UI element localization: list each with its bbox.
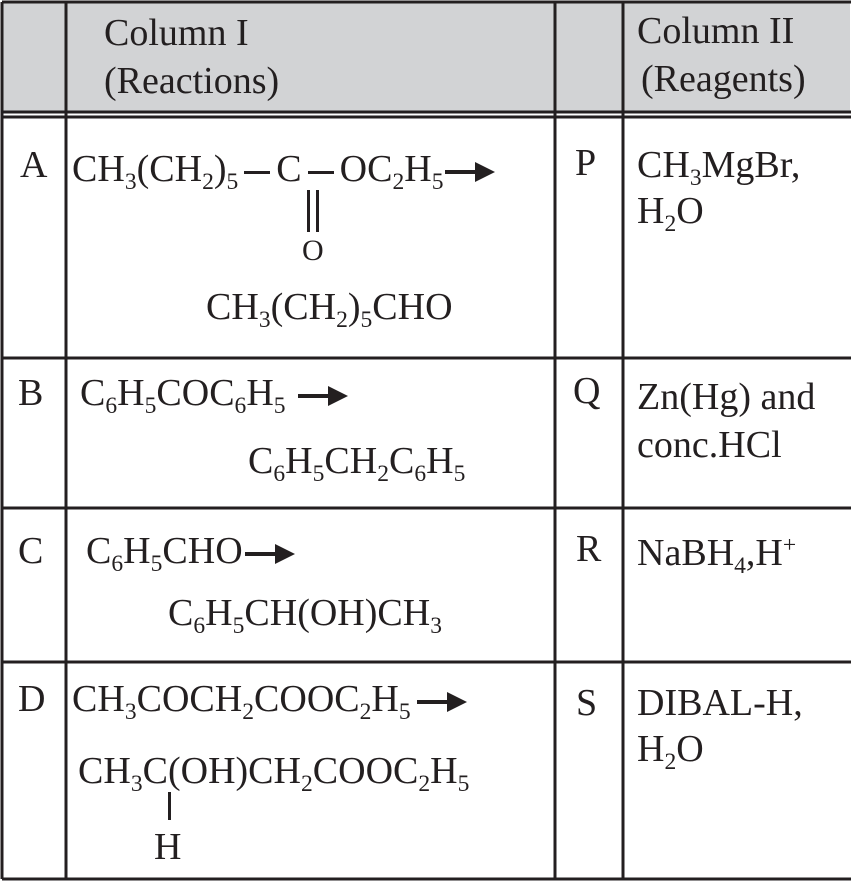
reaction-d-product: $CH_3C(OH)CH_2COOC_2H_5$ (78, 750, 470, 798)
reaction-c-reactant-formula: $C_6H_5CHO$ (86, 530, 243, 578)
reaction-a-reactant (72, 148, 495, 196)
column2-header-subtitle: (Reagents) (641, 58, 806, 100)
row-label-c: C (18, 530, 44, 572)
reagent-label-q: Q (573, 370, 601, 412)
column1-header-subtitle: (Reactions) (104, 60, 280, 102)
reagent-q-line1: Zn(Hg) and (637, 376, 816, 418)
reaction-d-arrow-icon (417, 692, 467, 712)
reagent-s-line1: DIBAL-H, (637, 682, 803, 724)
reaction-c-arrow-icon (245, 544, 295, 564)
reaction-c-product: $C_6H_5CH(OH)CH_3$ (168, 592, 442, 640)
row-label-d: D (18, 678, 46, 720)
reagent-p-line2: $H_2O$ (637, 190, 704, 238)
reaction-d-product-hydrogen: H (154, 826, 182, 868)
single-bond-left (244, 171, 270, 174)
reaction-b-arrow-icon (298, 386, 348, 406)
reagent-label-r: R (576, 528, 602, 570)
reaction-c-reactant (86, 530, 295, 578)
reaction-a-ester-group: $OC_2H_5$ (339, 148, 444, 196)
reaction-b-reactant (80, 372, 348, 420)
reagent-label-p: P (575, 142, 597, 184)
reaction-d-hydrogen-bond (168, 792, 171, 820)
reagent-r-line1: NaBH$_4$,H+ (637, 532, 797, 580)
reagent-label-s: S (576, 682, 598, 724)
reaction-b-product: $C_6H_5CH_2C_6H_5$ (248, 440, 466, 488)
single-bond-right (308, 171, 334, 174)
column2-header-title: Column II (637, 10, 795, 52)
reaction-a-product: $CH_3(CH_2)_5CHO$ (206, 286, 453, 334)
column1-header-title: Column I (104, 12, 249, 54)
row-label-b: B (18, 372, 44, 414)
reagent-s-line2: $H_2O$ (637, 728, 704, 776)
reagent-p-line1: $CH_3MgBr$, (637, 144, 801, 192)
reaction-a-carbonyl-oxygen: O (302, 234, 324, 267)
reaction-a-carbonyl-carbon: C (276, 148, 302, 190)
reaction-a-arrow-icon (445, 162, 495, 182)
row-label-a: A (20, 144, 48, 186)
reagent-q-line2: conc.HCl (637, 424, 782, 466)
reaction-d-reactant-formula: $CH_3COCH_2COOC_2H_5$ (72, 678, 411, 726)
reaction-a-chain: $CH_3(CH_2)_5$ (72, 148, 239, 196)
reaction-d-reactant (72, 678, 467, 726)
carbonyl-double-bond (307, 190, 319, 232)
reaction-b-reactant-formula: $C_6H_5COC_6H_5$ (80, 372, 286, 420)
